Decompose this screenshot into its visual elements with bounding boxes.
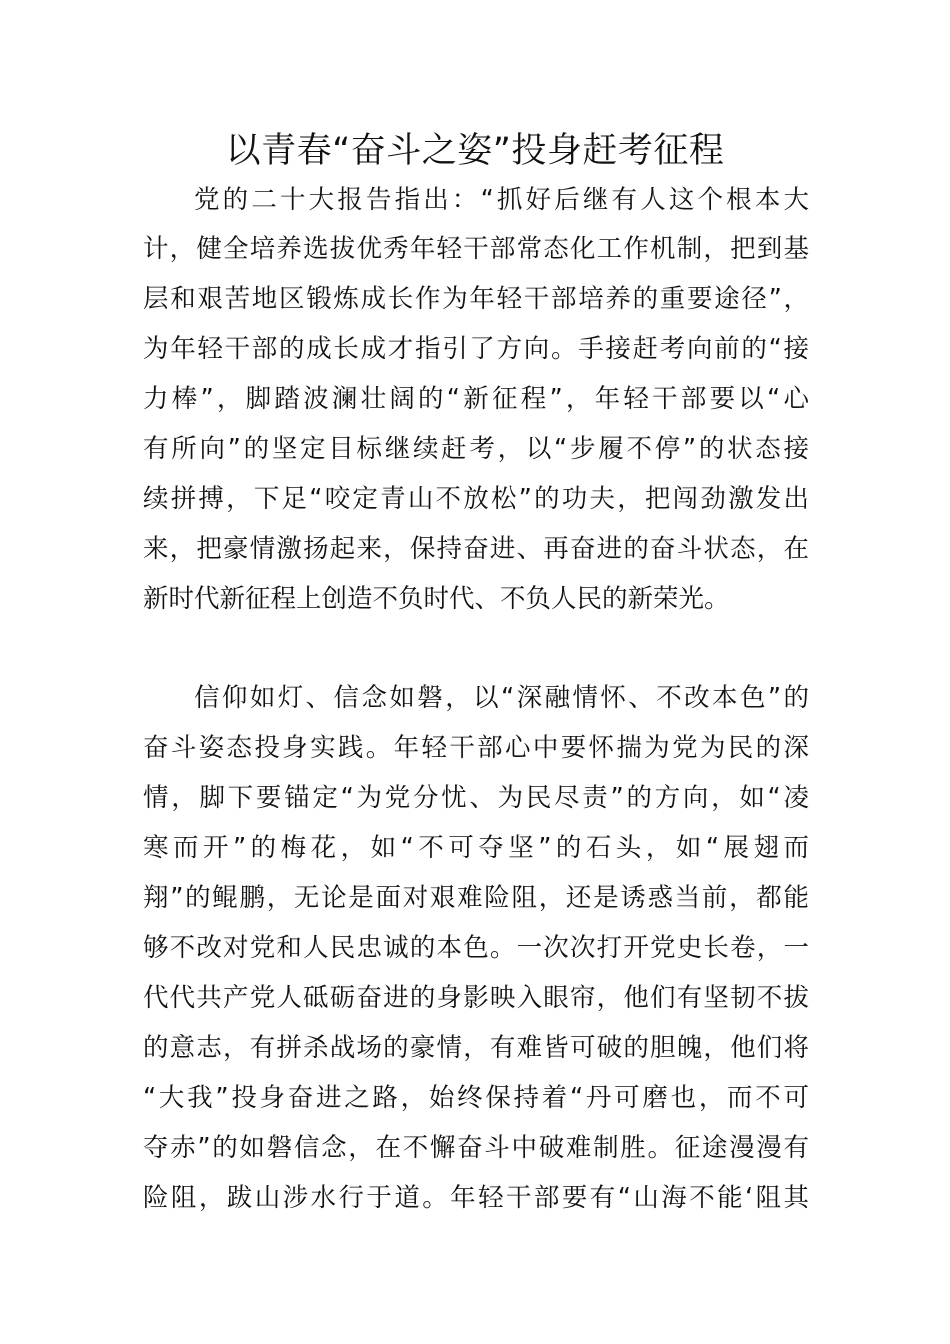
paragraph-1-line-2: 计，健全培养选拔优秀年轻干部常态化工作机制，把到基 <box>143 234 809 264</box>
paragraph-2-line-5: 翔”的鲲鹏，无论是面对艰难险阻，还是诱惑当前，都能 <box>143 883 809 913</box>
document-title: 以青春“奋斗之姿”投身赶考征程 <box>225 131 725 171</box>
paragraph-2-line-6: 够不改对党和人民忠诚的本色。一次次打开党史长卷，一 <box>143 933 809 963</box>
paragraph-2-line-3: 情，脚下要锚定“为党分忧、为民尽责”的方向，如“凌 <box>143 783 809 813</box>
paragraph-2-line-10: 夺赤”的如磐信念，在不懈奋斗中破难制胜。征途漫漫有 <box>143 1133 809 1163</box>
paragraph-2-line-4: 寒而开”的梅花，如“不可夺坚”的石头，如“展翅而 <box>143 833 809 863</box>
paragraph-1-line-1: 党的二十大报告指出：“抓好后继有人这个根本大 <box>194 185 809 215</box>
paragraph-2-line-1: 信仰如灯、信念如磐，以“深融情怀、不改本色”的 <box>194 683 809 713</box>
paragraph-1-line-9: 新时代新征程上创造不负时代、不负人民的新荣光。 <box>143 584 730 614</box>
paragraph-1-line-8: 来，把豪情激扬起来，保持奋进、再奋进的奋斗状态，在 <box>143 534 809 564</box>
paragraph-2-line-11: 险阻，跋山涉水行于道。年轻干部要有“山海不能‘阻其 <box>143 1183 809 1213</box>
paragraph-1-line-4: 为年轻干部的成长成才指引了方向。手接赶考向前的“接 <box>143 334 809 364</box>
paragraph-2-line-9: “大我”投身奋进之路，始终保持着“丹可磨也，而不可 <box>143 1083 809 1113</box>
paragraph-1-line-5: 力棒”，脚踏波澜壮阔的“新征程”，年轻干部要以“心 <box>143 384 809 414</box>
paragraph-2-line-7: 代代共产党人砥砺奋进的身影映入眼帘，他们有坚韧不拔 <box>143 983 809 1013</box>
paragraph-2-line-2: 奋斗姿态投身实践。年轻干部心中要怀揣为党为民的深 <box>143 733 809 763</box>
paragraph-1-line-3: 层和艰苦地区锻炼成长作为年轻干部培养的重要途径”， <box>143 284 809 314</box>
paragraph-1-line-7: 续拼搏，下足“咬定青山不放松”的功夫，把闯劲激发出 <box>143 484 809 514</box>
paragraph-1-line-6: 有所向”的坚定目标继续赶考，以“步履不停”的状态接 <box>143 434 809 464</box>
paragraph-2-line-8: 的意志，有拼杀战场的豪情，有难皆可破的胆魄，他们将 <box>143 1033 809 1063</box>
